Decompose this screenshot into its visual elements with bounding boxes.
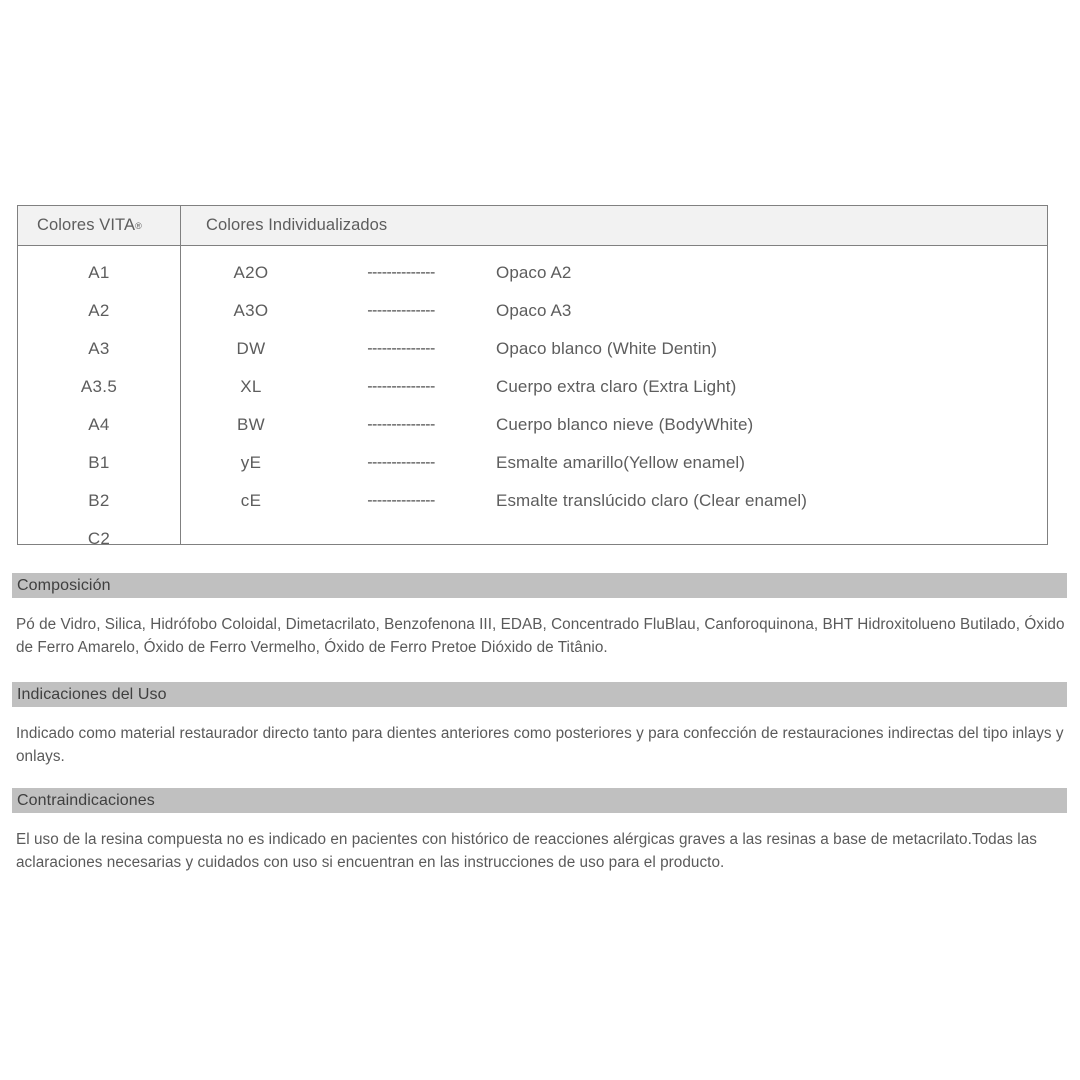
section-title-indicaciones: Indicaciones del Uso — [12, 682, 1067, 707]
vita-color-cell: A3.5 — [80, 377, 118, 396]
column-header-individual-colors: Colores Individualizados — [206, 216, 388, 234]
individual-color-code: BW — [237, 415, 265, 434]
vita-color-cell: A3 — [88, 339, 110, 358]
composicion-text: Pó de Vidro, Silica, Hidrófobo Coloidal, Dimetacrilato, Benzofenona III, EDAB, Concentrado FluBlau, Canforoquinona, BHT Hidroxitolueno Butilado, Óxido de Ferro Amarelo, Óxido de Ferro Vermelho, Óxido de Ferro Pretoe Dióxido de Titânio. — [16, 616, 1065, 656]
dashed-separator: -------------- — [367, 378, 435, 395]
section-body-indicaciones — [12, 707, 1067, 768]
table-row — [181, 406, 1047, 444]
table-row — [181, 254, 1047, 292]
dashed-separator: -------------- — [367, 264, 435, 281]
vita-color-cell: B2 — [88, 491, 110, 510]
individual-color-code: yE — [240, 453, 262, 472]
table-header-row — [18, 206, 1047, 246]
individual-color-description: Cuerpo extra claro (Extra Light) — [496, 377, 737, 396]
table-row — [181, 330, 1047, 368]
vita-color-cell: B1 — [88, 453, 110, 472]
table-row — [181, 444, 1047, 482]
section-title-composicion: Composición — [12, 573, 1067, 598]
indicaciones-text: Indicado como material restaurador directo tanto para dientes anteriores como posteriores y para confección de restauraciones indirectas del tipo inlays y onlays. — [16, 725, 1064, 765]
individual-color-description: Opaco A3 — [496, 301, 572, 320]
table-row — [181, 292, 1047, 330]
dashed-separator: -------------- — [367, 302, 435, 319]
individual-color-code: DW — [236, 339, 266, 358]
individual-color-description: Opaco A2 — [496, 263, 572, 282]
individual-color-description: Cuerpo blanco nieve (BodyWhite) — [496, 415, 754, 434]
section-contraindicaciones — [12, 788, 1067, 874]
dashed-separator: -------------- — [367, 416, 435, 433]
table-row — [181, 368, 1047, 406]
individual-color-description: Esmalte translúcido claro (Clear enamel) — [496, 491, 808, 510]
column-header-vita-colors: Colores VITA ® — [18, 206, 181, 245]
individual-colors-column — [181, 246, 1047, 544]
table-body — [18, 246, 1047, 548]
vita-color-cell: A2 — [88, 301, 110, 320]
dashed-separator: -------------- — [367, 492, 435, 509]
contraindicaciones-text: El uso de la resina compuesta no es indicado en pacientes con histórico de reacciones alérgicas graves a las resinas a base de metacrilato.Todas las aclaraciones necesarias y cuidados con uso si encuentran en las instrucciones de uso para el producto. — [16, 831, 1037, 871]
section-title-contraindicaciones: Contraindicaciones — [12, 788, 1067, 813]
vita-color-cell: A4 — [88, 415, 110, 434]
section-indicaciones — [12, 682, 1067, 768]
section-body-composicion — [12, 598, 1067, 659]
individual-color-code: A3O — [233, 301, 269, 320]
section-body-contraindicaciones — [12, 813, 1041, 874]
vita-color-cell: C2 — [87, 529, 111, 548]
column-header-vita-label: Colores VITA — [37, 216, 136, 234]
vita-color-cell: A1 — [88, 263, 110, 282]
individual-color-code: cE — [240, 491, 262, 510]
individual-color-description: Esmalte amarillo(Yellow enamel) — [496, 453, 746, 472]
shade-color-table — [17, 205, 1048, 548]
table-row — [181, 482, 1047, 520]
vita-colors-column — [18, 246, 181, 548]
section-composicion — [12, 573, 1067, 659]
individual-color-code: A2O — [233, 263, 269, 282]
individual-color-description: Opaco blanco (White Dentin) — [496, 339, 717, 358]
dashed-separator: -------------- — [367, 340, 435, 357]
dashed-separator: -------------- — [367, 454, 435, 471]
individual-color-code: XL — [240, 377, 262, 396]
